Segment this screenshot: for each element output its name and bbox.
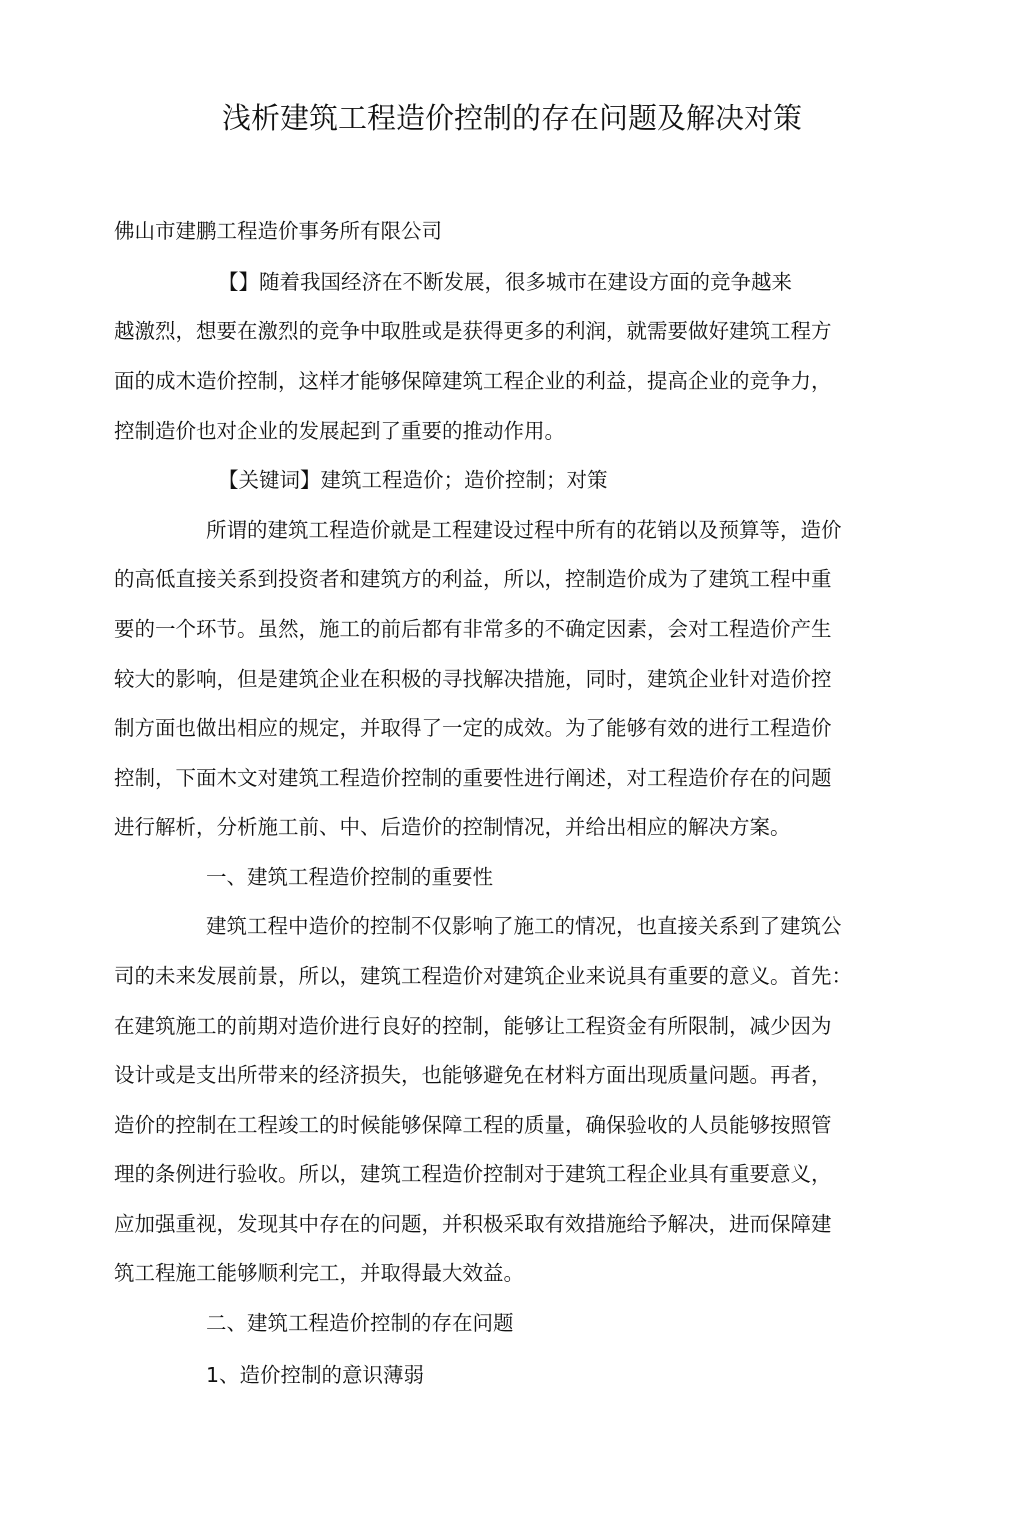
- abstract-line: 【】随着我国经济在不断发展，很多城市在建设方面的竞争越来: [218, 270, 792, 294]
- intro-line: 制方面也做出相应的规定，并取得了一定的成效。为了能够有效的进行工程造价: [114, 716, 832, 740]
- subsection-heading: 1、造价控制的意识薄弱: [206, 1363, 425, 1387]
- intro-line: 较大的影响，但是建筑企业在积极的寻找解决措施，同时，建筑企业针对造价控: [114, 667, 832, 691]
- body-line: 理的条例进行验收。所以，建筑工程造价控制对于建筑工程企业具有重要意义，: [114, 1162, 832, 1186]
- intro-line: 进行解析，分析施工前、中、后造价的控制情况，并给出相应的解决方案。: [114, 815, 791, 839]
- intro-line: 的高低直接关系到投资者和建筑方的利益，所以，控制造价成为了建筑工程中重: [114, 567, 832, 591]
- intro-line: 所谓的建筑工程造价就是工程建设过程中所有的花销以及预算等，造价: [206, 518, 842, 542]
- author-organization: 佛山市建鹏工程造价事务所有限公司: [114, 219, 442, 243]
- abstract-line: 面的成木造价控制，这样才能够保障建筑工程企业的利益，提高企业的竞争力，: [114, 369, 832, 393]
- abstract-line: 控制造价也对企业的发展起到了重要的推动作用。: [114, 419, 565, 443]
- intro-line: 控制，下面木文对建筑工程造价控制的重要性进行阐述，对工程造价存在的问题: [114, 766, 832, 790]
- body-line: 建筑工程中造价的控制不仅影响了施工的情况，也直接关系到了建筑公: [206, 914, 842, 938]
- abstract-line: 越激烈，想要在激烈的竞争中取胜或是获得更多的利润，就需要做好建筑工程方: [114, 319, 832, 343]
- body-line: 筑工程施工能够顺利完工，并取得最大效益。: [114, 1261, 524, 1285]
- keywords-line: 【关键词】建筑工程造价；造价控制；对策: [218, 468, 608, 492]
- document-title: 浅析建筑工程造价控制的存在问题及解决对策: [221, 101, 802, 135]
- section-heading: 一、建筑工程造价控制的重要性: [206, 865, 493, 889]
- body-line: 应加强重视，发现其中存在的问题，并积极采取有效措施给予解决，进而保障建: [114, 1212, 832, 1236]
- intro-line: 要的一个环节。虽然，施工的前后都有非常多的不确定因素，会对工程造价产生: [114, 617, 832, 641]
- body-line: 设计或是支出所带来的经济损失，也能够避免在材料方面出现质量问题。再者，: [114, 1063, 832, 1087]
- body-line: 司的未来发展前景，所以，建筑工程造价对建筑企业来说具有重要的意义。首先：: [114, 964, 852, 988]
- body-line: 造价的控制在工程竣工的时候能够保障工程的质量，确保验收的人员能够按照管: [114, 1113, 832, 1137]
- section-heading: 二、建筑工程造价控制的存在问题: [206, 1311, 514, 1335]
- body-line: 在建筑施工的前期对造价进行良好的控制，能够让工程资金有所限制，减少因为: [114, 1014, 832, 1038]
